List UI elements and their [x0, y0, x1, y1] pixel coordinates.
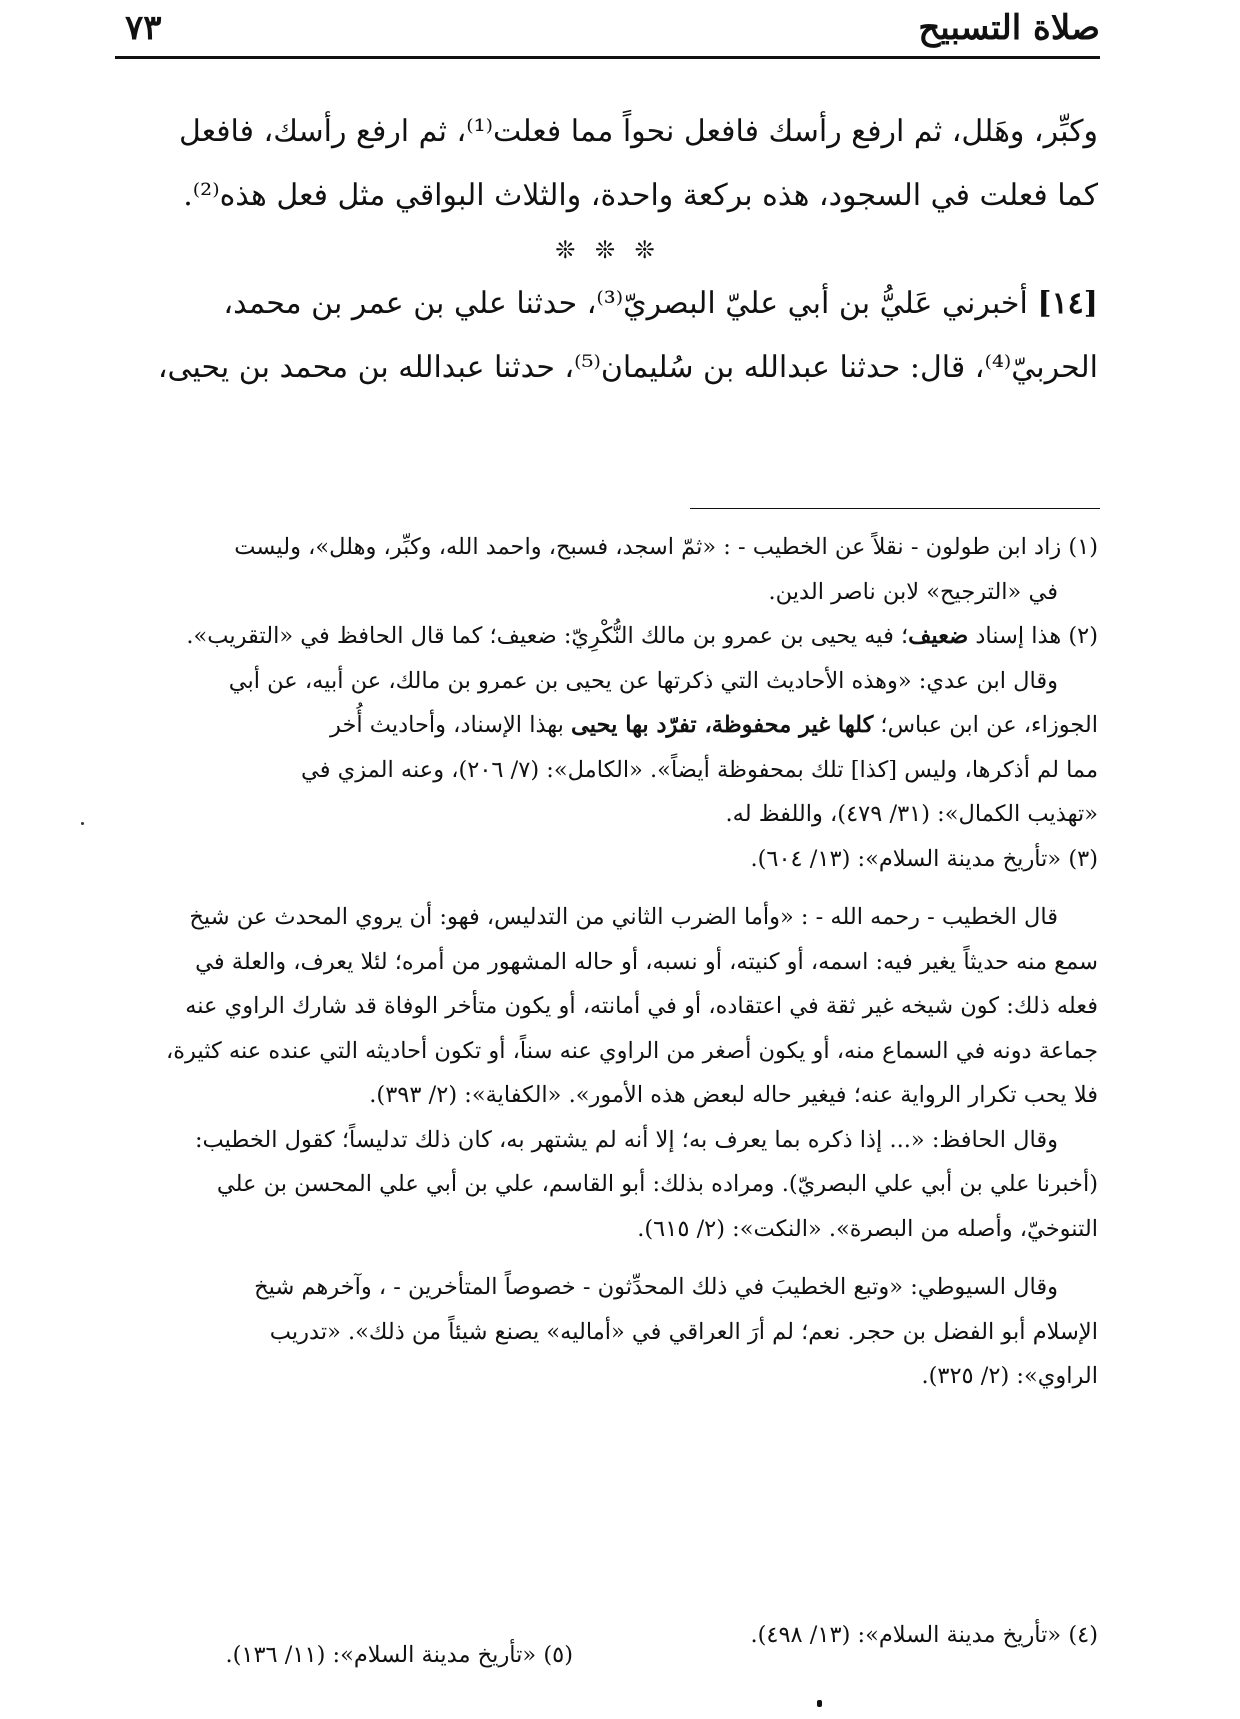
scan-speck — [81, 822, 84, 825]
main-line: الحربيّ⁽⁴⁾، قال: حدثنا عبدالله بن سُليمان⁽⁵⁾، حدثنا عبدالله بن محمد بن يحيى، — [157, 350, 1098, 385]
footnote-4: (٤) «تأريخ مدينة السلام»: (١٣/ ٤٩٨). — [750, 1622, 1098, 1648]
footnote-line: الإسلام أبو الفضل بن حجر. نعم؛ لم أرَ العراقي في «أماليه» يصنع شيئاً من ذلك». «تدريب — [269, 1318, 1098, 1345]
main-line: وكبِّر، وهَلل، ثم ارفع رأسك فافعل نحواً مما فعلت⁽¹⁾، ثم ارفع رأسك، فافعل — [179, 114, 1098, 149]
section-separator: ❊ ❊ ❊ — [555, 236, 661, 264]
hadith-number: [١٤] — [1037, 286, 1098, 321]
footnote-line: فلا يحب تكرار الرواية عنه؛ فيغير حاله لبعض هذه الأمور». «الكفاية»: (٢/ ٣٩٣). — [369, 1082, 1098, 1108]
footnote-text: ؛ فيه يحيى بن عمرو بن مالك النُّكْرِيّ: ضعيف؛ كما قال الحافظ في «التقريب». — [186, 623, 909, 649]
main-text — [118, 100, 1098, 400]
footnote-line: (أخبرنا علي بن أبي علي البصريّ). ومراده بذلك: أبو القاسم، علي بن أبي علي المحسن بن علي — [216, 1171, 1098, 1197]
footnote-5: (٥) «تأريخ مدينة السلام»: (١١/ ١٣٦). — [225, 1642, 573, 1668]
scan-mark — [817, 1700, 822, 1707]
footnote-line: قال الخطيب - رحمه الله - : «وأما الضرب الثاني من التدليس، فهو: أن يروي المحدث عن شيخ — [189, 904, 1058, 930]
page-header — [115, 8, 1100, 52]
page-number: ٧٣ — [125, 8, 162, 48]
footnote-text: بهذا الإسناد، وأحاديث أُخر — [330, 712, 572, 738]
footnotes — [118, 525, 1098, 1399]
footnote-line: وقال السيوطي: «وتبع الخطيبَ في ذلك المحدِّثون - خصوصاً المتأخرين - ، وآخرهم شيخ — [254, 1274, 1058, 1300]
footnote-line: سمع منه حديثاً يغير فيه: اسمه، أو كنيته، أو نسبه، أو حاله المشهور من أمره؛ لئلا يعرف، والعلة في — [195, 948, 1098, 975]
final-footnotes — [118, 1615, 1098, 1695]
footnote-line: وقال ابن عدي: «وهذه الأحاديث التي ذكرتها عن يحيى بن عمرو بن مالك، عن أبيه، عن أبي — [228, 667, 1058, 694]
header-rule — [115, 56, 1100, 59]
main-line: كما فعلت في السجود، هذه بركعة واحدة، والثلاث البواقي مثل فعل هذه⁽²⁾. — [183, 178, 1098, 213]
footnote-bold-text: كلها غير محفوظة، تفرّد بها يحيى — [571, 712, 874, 738]
footnote-line: الراوي»: (٢/ ٣٢٥). — [921, 1363, 1098, 1389]
footnote-line: (١) زاد ابن طولون - نقلاً عن الخطيب - : «ثمّ اسجد، فسبح، واحمد الله، وكبِّر، وهلل»، وليست — [234, 534, 1098, 560]
footnote-text: (٢) هذا إسناد — [968, 623, 1098, 649]
footnote-separator — [690, 508, 1100, 509]
footnote-line: جماعة دونه في السماع منه، أو يكون أصغر من الراوي عنه سناً، أو تكون أحاديثه التي عنده عنه كثيرة، — [166, 1037, 1098, 1064]
footnote-text: الجوزاء، عن ابن عباس؛ — [873, 712, 1098, 738]
footnote-line: التنوخيّ، وأصله من البصرة». «النكت»: (٢/ ٦١٥). — [637, 1215, 1098, 1242]
footnote-line: مما لم أذكرها، وليس [كذا] تلك بمحفوظة أيضاً». «الكامل»: (٧/ ٢٠٦)، وعنه المزي في — [300, 756, 1098, 783]
footnote-line: فعله ذلك: كون شيخه غير ثقة في اعتقاده، أو في أمانته، أو يكون متأخر الوفاة قد شارك الراوي عنه — [185, 993, 1098, 1019]
footnote-line: (٣) «تأريخ مدينة السلام»: (١٣/ ٦٠٤). — [750, 845, 1098, 872]
footnote-line — [118, 703, 1098, 748]
footnote-bold-text: ضعيف — [908, 623, 969, 649]
footnote-line — [118, 614, 1098, 659]
footnote-line: وقال الحافظ: «... إذا ذكره بما يعرف به؛ إلا أنه لم يشتهر به، كان ذلك تدليساً؛ كقول الخطيب: — [194, 1126, 1058, 1153]
main-line — [118, 272, 1098, 336]
main-line-text: أخبرني عَليُّ بن أبي عليّ البصريّ⁽³⁾، حدثنا علي بن عمر بن محمد، — [223, 286, 1028, 321]
chapter-title: صلاة التسبيح — [918, 8, 1100, 48]
footnote-line: «تهذيب الكمال»: (٣١/ ٤٧٩)، واللفظ له. — [725, 801, 1098, 827]
footnote-line: في «الترجيح» لابن ناصر الدين. — [768, 578, 1058, 605]
